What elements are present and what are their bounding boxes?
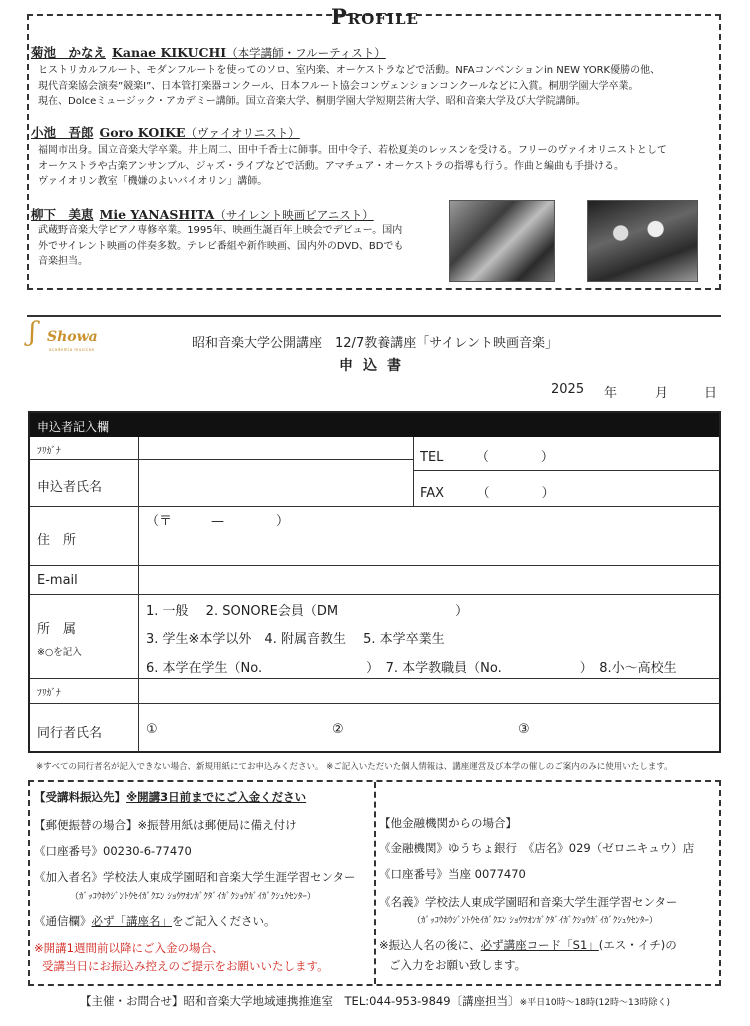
address-label: 住 所 xyxy=(37,533,77,548)
row-line xyxy=(30,565,721,566)
affiliation-note: ※○を記入 xyxy=(37,647,82,658)
divider xyxy=(27,315,721,317)
course-code-note: ※振込人名の後に、必ず講座コード「S1」(エス・イチ)の xyxy=(379,938,677,952)
date-year-unit: 年 xyxy=(604,386,618,401)
communication-note: 《通信欄》必ず「講座名」をご記入ください。 xyxy=(34,914,276,928)
postal-code-field[interactable]: （〒 — ） xyxy=(146,514,290,529)
profile-heading-yanashita: 柳下 美恵 Mie YANASHITA（サイレント映画ピアニスト） xyxy=(31,207,374,222)
affiliation-label: 所 属 xyxy=(37,622,77,637)
profile-title: Profile xyxy=(331,4,419,29)
form-note: ※すべての同行者名が記入できない場合、新規用紙にてお申込みください。 ※ご記入いただいた個人情報は、講座運営及び本学の催しのご案内のみに使用いたします。 xyxy=(36,762,673,772)
bank-info: 《金融機関》ゆうちょ銀行 《店名》029（ゼロニキュウ）店 xyxy=(379,841,695,855)
bank-account-number: 《口座番号》当座 0077470 xyxy=(379,867,526,881)
tel-field[interactable]: TEL （ ） xyxy=(420,450,554,465)
lecture-title: 昭和音楽大学公開講座 12/7教養講座「サイレント映画音楽」 xyxy=(192,336,558,351)
applicant-name-label: 申込者氏名 xyxy=(37,480,103,495)
payment-heading: 【受講料振込先】※開講3日前までにご入金ください xyxy=(34,790,307,804)
footer-contact: 【主催・お問合せ】昭和音楽大学地域連携推進室 TEL:044-953-9849〔講座担当〕※平日10時～18時(12時～13時除く) xyxy=(80,994,670,1008)
postal-payee-kana: （ｶﾞｯｺｳﾎｳｼﾞﾝﾄｳｾｲｶﾞｸｴﾝ ｼｮｳﾜｵﾝｶﾞｸﾀﾞｲｶﾞｸｼｮｳｶﾞｲｶﾞｸｼｭｳｾﾝﾀｰ） xyxy=(70,892,316,902)
email-label: E-mail xyxy=(37,573,78,588)
course-code-note-2: ご入力をお願い致します。 xyxy=(389,958,527,972)
companion-furigana-label: ﾌﾘｶﾞﾅ xyxy=(37,688,61,699)
col-line xyxy=(138,437,139,753)
late-payment-warning-2: 受講当日にお振込み控えのご提示をお願いいたします。 xyxy=(42,959,329,973)
row-line xyxy=(30,459,413,460)
col-line xyxy=(413,437,414,506)
silent-film-still-1 xyxy=(449,200,555,282)
row-line xyxy=(30,703,721,704)
other-bank-case: 【他金融機関からの場合】 xyxy=(379,816,517,830)
affiliation-options-row1[interactable]: 1. 一般 2. SONORE会員（DM ） xyxy=(146,604,469,619)
application-form xyxy=(28,411,721,753)
silent-film-still-2 xyxy=(587,200,698,282)
bank-account-name: 《名義》学校法人東成学園昭和音楽大学生涯学習センター xyxy=(379,895,678,909)
date-year: 2025 xyxy=(551,382,585,397)
companion-2[interactable]: ② xyxy=(332,722,344,737)
date-month-unit: 月 xyxy=(655,386,669,401)
form-title: 申込書 xyxy=(339,358,411,374)
postal-transfer-case: 【郵便振替の場合】※振替用紙は郵便局に備え付け xyxy=(34,818,297,832)
date-day-unit: 日 xyxy=(704,386,718,401)
bank-account-name-kana: （ｶﾞｯｺｳﾎｳｼﾞﾝﾄｳｾｲｶﾞｸｴﾝ ｼｮｳﾜｵﾝｶﾞｸﾀﾞｲｶﾞｸｼｮｳｶﾞｲｶﾞｸｼｭｳｾﾝﾀｰ） xyxy=(412,916,658,926)
affiliation-options-row3[interactable]: 6. 本学在学生（No. ） 7. 本学教職員（No. ） 8.小～高校生 xyxy=(146,661,677,676)
profile-body-yanashita: 武蔵野音楽大学ピアノ専修卒業。1995年、映画生誕百年上映会でデビュー。国内 外でサイレント映画の伴奏多数。テレビ番組や新作映画、国内外のDVD、BDでも 音楽担当。 xyxy=(38,225,404,267)
companion-1[interactable]: ① xyxy=(146,722,158,737)
fax-field[interactable]: FAX （ ） xyxy=(420,486,555,501)
row-line xyxy=(30,594,721,595)
form-section-header: 申込者記入欄 xyxy=(30,413,719,437)
row-line xyxy=(30,506,721,507)
row-line xyxy=(30,678,721,679)
row-line xyxy=(413,470,721,471)
companion-name-label: 同行者氏名 xyxy=(37,726,103,741)
payment-divider xyxy=(374,782,376,984)
furigana-label: ﾌﾘｶﾞﾅ xyxy=(37,446,61,457)
profile-body-koike: 福岡市出身。国立音楽大学卒業。井上周二、田中千香士に師事。田中令子、若松夏美のレッスンを受ける。フリーのヴァイオリニストとして オーケストラや古楽アンサンブル、ジャズ・ライブなどで活動。アマチュア・オーケストラの指導も行う。作曲と編曲も手掛ける。 ヴァイオリン教室「機嫌のよいバイオリン」講師。 xyxy=(38,145,667,187)
companion-3[interactable]: ③ xyxy=(518,722,530,737)
profile-body-kikuchi: ヒストリカルフルート、モダンフルートを使ってのソロ、室内楽、オーケストラなどで活動。NFAコンベンションin NEW YORK優勝の他、 現代音楽協会演奏”競楽Ⅰ”、日本管打楽器コンクール、日本フルート協会コンヴェンションコンクールなどに入賞。桐朋学園大学卒業。 現在、Dolceミュージック・アカデミー講師。国立音楽大学、桐朋学園大学短期芸術大学、昭和音楽大学及び大学院講師。 xyxy=(38,65,661,107)
affiliation-options-row2[interactable]: 3. 学生※本学以外 4. 附属音教生 5. 本学卒業生 xyxy=(146,632,445,647)
late-payment-warning-1: ※開講1週間前以降にご入金の場合、 xyxy=(34,941,224,955)
postal-payee: 《加入者名》学校法人東成学園昭和音楽大学生涯学習センター xyxy=(34,870,356,884)
logo-mark-icon: ʃ xyxy=(29,317,37,347)
postal-account-number: 《口座番号》00230-6-77470 xyxy=(34,844,192,858)
profile-heading-koike: 小池 吾郎 Goro KOIKE（ヴァイオリニスト） xyxy=(31,125,300,140)
profile-heading-kikuchi: 菊池 かなえ Kanae KIKUCHI（本学講師・フルーティスト） xyxy=(31,45,386,60)
